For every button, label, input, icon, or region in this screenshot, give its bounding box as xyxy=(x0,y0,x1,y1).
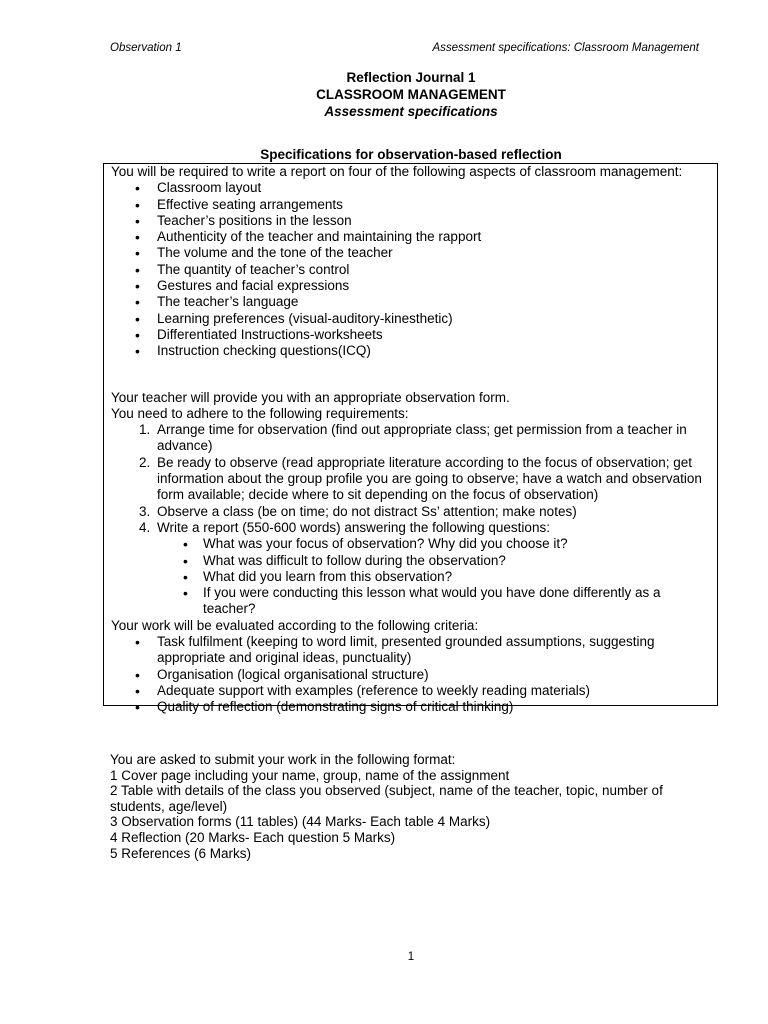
aspect-item: • The volume and the tone of the teacher xyxy=(133,245,713,261)
title-subtitle: Assessment specifications xyxy=(324,104,498,119)
criteria-intro: Your work will be evaluated according to the following criteria: xyxy=(111,617,479,633)
aspect-item: • Gestures and facial expressions xyxy=(133,278,713,294)
requirement-number: 3. xyxy=(139,503,151,519)
specifications-box xyxy=(103,163,718,715)
submission-intro: You are asked to submit your work in the following format: xyxy=(110,752,456,767)
questions-list xyxy=(157,536,713,617)
question-item: • What was your focus of observation? Why did you choose it? xyxy=(181,536,713,552)
title-journal: Reflection Journal 1 xyxy=(346,70,476,85)
header-left: Observation 1 xyxy=(110,42,182,54)
requirement-item xyxy=(133,520,713,618)
aspect-item: • The teacher’s language xyxy=(133,294,713,310)
title-topic: CLASSROOM MANAGEMENT xyxy=(316,87,506,102)
requirement-item xyxy=(133,504,713,520)
requirement-number: 4. xyxy=(139,519,151,535)
requirement-text: Write a report (550-600 words) answering the following questions: xyxy=(157,519,550,535)
question-item: • What was difficult to follow during the observation? xyxy=(181,553,713,569)
requirement-number: 2. xyxy=(139,454,151,470)
aspect-item: • Differentiated Instructions-worksheets xyxy=(133,327,713,343)
criteria-list xyxy=(111,634,713,715)
aspect-item: • Effective seating arrangements xyxy=(133,197,713,213)
form-line: Your teacher will provide you with an appropriate observation form. xyxy=(111,389,510,405)
criterion-item: • Organisation (logical organisational structure) xyxy=(133,667,713,683)
requirement-number: 1. xyxy=(139,422,151,438)
submission-item: 3 Observation forms (11 tables) (44 Marks- Each table 4 Marks) xyxy=(110,814,491,830)
submission-item: 4 Reflection (20 Marks- Each question 5 Marks) xyxy=(110,829,396,845)
requirements-intro: You need to adhere to the following requirements: xyxy=(111,405,409,421)
header-right: Assessment specifications: Classroom Management xyxy=(432,42,699,54)
criterion-item: • Adequate support with examples (reference to weekly reading materials) xyxy=(133,683,713,699)
question-item: • If you were conducting this lesson what would you have done differently as a teacher? xyxy=(181,585,713,618)
requirement-text: Be ready to observe (read appropriate literature according to the focus of observation; get information about the group profile you are going to observe; have a watch and observation form available; decide where to sit depending on the focus of observation) xyxy=(157,454,702,503)
question-item: • What did you learn from this observation? xyxy=(181,569,713,585)
requirement-text: Observe a class (be on time; do not distract Ss’ attention; make notes) xyxy=(157,503,577,519)
aspect-item: • The quantity of teacher’s control xyxy=(133,262,713,278)
requirement-item xyxy=(133,455,713,504)
aspect-item: • Teacher’s positions in the lesson xyxy=(133,213,713,229)
requirements-list xyxy=(111,422,713,618)
title-block xyxy=(0,69,768,120)
page-number: 1 xyxy=(407,951,415,963)
aspect-item: • Classroom layout xyxy=(133,180,713,196)
submission-section xyxy=(110,752,710,861)
requirement-text: Arrange time for observation (find out appropriate class; get permission from a teacher in advance) xyxy=(157,422,687,454)
submission-item: 1 Cover page including your name, group, name of the assignment xyxy=(110,767,510,783)
submission-item: 2 Table with details of the class you observed (subject, name of the teacher, topic, number of students, age/level) xyxy=(110,783,663,814)
spec-heading: Specifications for observation-based reflection xyxy=(260,147,562,162)
criterion-item: • Quality of reflection (demonstrating signs of critical thinking) xyxy=(133,699,713,715)
aspect-item: • Learning preferences (visual-auditory-kinesthetic) xyxy=(133,311,713,327)
submission-item: 5 References (6 Marks) xyxy=(110,845,252,861)
aspect-item: • Instruction checking questions(ICQ) xyxy=(133,343,713,359)
aspects-intro: You will be required to write a report on four of the following aspects of classroom management: xyxy=(111,164,683,179)
requirement-item xyxy=(133,422,713,455)
criterion-item: • Task fulfilment (keeping to word limit, presented grounded assumptions, suggesting appropriate and original ideas, punctuality) xyxy=(133,634,713,667)
aspects-list xyxy=(111,180,713,359)
aspect-item: • Authenticity of the teacher and maintaining the rapport xyxy=(133,229,713,245)
